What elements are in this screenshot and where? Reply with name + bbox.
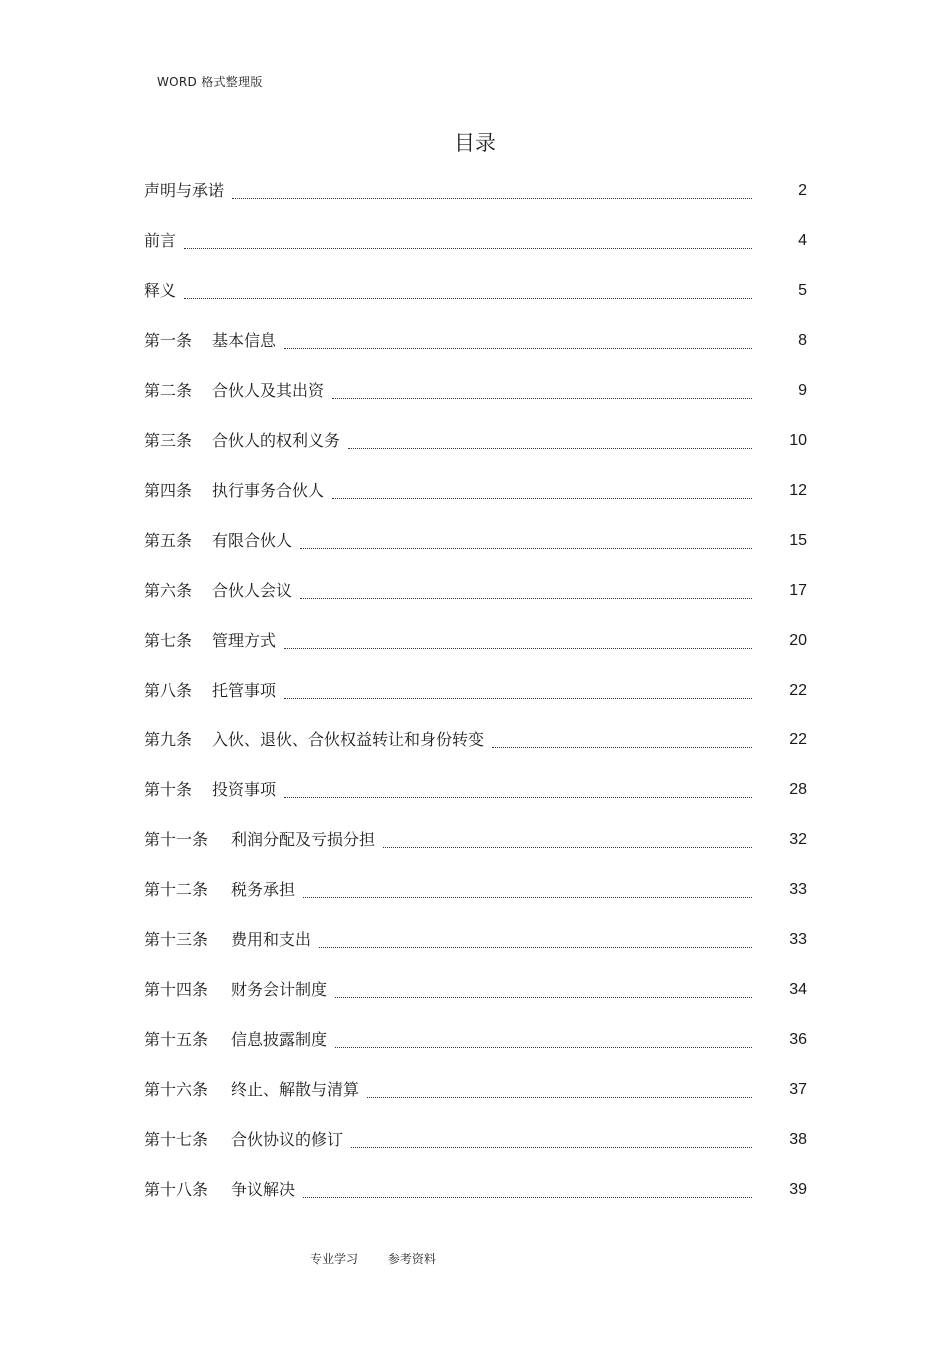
toc-entry-label: 执行事务合伙人 xyxy=(212,480,325,500)
toc-entry[interactable] xyxy=(0,330,950,354)
toc-entry-number: 第十八条 xyxy=(144,1180,209,1199)
toc-entry-label: 有限合伙人 xyxy=(212,530,293,550)
toc-dot-leader xyxy=(332,384,752,399)
toc-entry-label: 管理方式 xyxy=(212,630,277,650)
toc-dot-leader xyxy=(284,334,752,349)
toc-entry-page-number: 33 xyxy=(789,931,807,949)
toc-entry-page-number: 34 xyxy=(789,981,807,999)
toc-entry-number: 第十条 xyxy=(144,780,193,800)
toc-dot-leader xyxy=(303,1183,752,1198)
toc-entry-page-number: 22 xyxy=(789,731,807,749)
toc-dot-leader xyxy=(284,684,752,699)
toc-entry-label: 合伙人及其出资 xyxy=(212,380,325,400)
toc-entry-label: 争议解决 xyxy=(231,1180,296,1199)
toc-title: 目录 xyxy=(454,131,496,155)
toc-dot-leader xyxy=(319,933,752,948)
toc-entry[interactable] xyxy=(0,630,950,654)
toc-dot-leader xyxy=(367,1083,752,1098)
toc-entry[interactable] xyxy=(0,480,950,504)
toc-entry-number: 第十二条 xyxy=(144,880,209,900)
page-header: WORD 格式整理版 xyxy=(157,75,263,89)
toc-entry-label: 基本信息 xyxy=(212,330,277,350)
toc-entry-label: 终止、解散与清算 xyxy=(231,1080,360,1100)
toc-entry[interactable] xyxy=(0,729,950,753)
toc-dot-leader xyxy=(184,284,752,299)
toc-entry-number: 第十四条 xyxy=(144,980,209,1000)
toc-entry[interactable] xyxy=(0,380,950,404)
toc-dot-leader xyxy=(184,234,752,249)
toc-entry[interactable] xyxy=(0,280,950,304)
toc-dot-leader xyxy=(351,1133,752,1148)
toc-dot-leader xyxy=(284,783,752,798)
toc-entry-label: 财务会计制度 xyxy=(231,980,328,1000)
toc-dot-leader xyxy=(335,1033,752,1048)
toc-entry[interactable] xyxy=(0,580,950,604)
toc-entry[interactable] xyxy=(0,430,950,454)
toc-entry[interactable] xyxy=(0,1029,950,1053)
toc-entry[interactable] xyxy=(0,180,950,204)
toc-entry-page-number: 22 xyxy=(789,681,807,699)
toc-entry[interactable] xyxy=(0,779,950,803)
toc-entry-page-number: 20 xyxy=(789,631,807,649)
footer-right-text: 参考资料 xyxy=(387,1252,436,1266)
toc-entry-number: 第二条 xyxy=(144,380,193,400)
toc-entry-page-number: 5 xyxy=(798,281,807,299)
toc-entry-page-number: 33 xyxy=(789,881,807,899)
toc-entry-label: 入伙、退伙、合伙权益转让和身份转变 xyxy=(212,730,485,750)
toc-entry-page-number: 8 xyxy=(798,331,807,349)
toc-entry-label: 合伙协议的修订 xyxy=(231,1130,344,1150)
toc-entry-page-number: 9 xyxy=(798,381,807,399)
toc-entry[interactable] xyxy=(0,979,950,1003)
toc-entry-label: 合伙人会议 xyxy=(212,580,293,600)
toc-entry-page-number: 36 xyxy=(789,1031,807,1049)
toc-entry-page-number: 2 xyxy=(798,182,807,199)
toc-entry-page-number: 15 xyxy=(789,531,807,549)
toc-dot-leader xyxy=(348,434,752,449)
toc-entry-number: 第一条 xyxy=(144,330,193,350)
toc-entry-page-number: 32 xyxy=(789,831,807,849)
toc-dot-leader xyxy=(492,733,752,748)
toc-entry-number: 第六条 xyxy=(144,580,193,600)
toc-entry[interactable] xyxy=(0,1129,950,1153)
toc-entry-page-number: 37 xyxy=(789,1081,807,1099)
toc-entry-number: 第八条 xyxy=(144,680,193,700)
toc-dot-leader xyxy=(332,484,752,499)
toc-entry-label: 投资事项 xyxy=(212,780,277,800)
toc-entry-page-number: 12 xyxy=(789,481,807,499)
toc-dot-leader xyxy=(300,534,752,549)
toc-entry[interactable] xyxy=(0,680,950,704)
toc-entry-number: 第九条 xyxy=(144,730,193,750)
toc-entry-number: 第四条 xyxy=(144,480,193,500)
toc-entry-page-number: 28 xyxy=(789,781,807,799)
toc-entry-label: 信息披露制度 xyxy=(231,1030,328,1050)
toc-dot-leader xyxy=(232,184,752,199)
toc-entry-number: 第十一条 xyxy=(144,830,209,850)
toc-dot-leader xyxy=(300,584,752,599)
toc-dot-leader xyxy=(303,883,752,898)
toc-entry-number: 第三条 xyxy=(144,430,193,450)
toc-entry[interactable] xyxy=(0,1079,950,1103)
toc-entry-label: 释义 xyxy=(144,280,177,300)
toc-dot-leader xyxy=(383,833,752,848)
toc-entry-label: 声明与承诺 xyxy=(144,181,225,200)
toc-entry-label: 利润分配及亏损分担 xyxy=(231,830,376,850)
toc-entry-label: 合伙人的权利义务 xyxy=(212,430,341,450)
toc-entry-page-number: 39 xyxy=(789,1181,807,1198)
toc-entry-label: 税务承担 xyxy=(231,880,296,900)
toc-entry-label: 前言 xyxy=(144,230,177,250)
toc-entry[interactable] xyxy=(0,879,950,903)
toc-entry-number: 第十五条 xyxy=(144,1030,209,1050)
toc-entry-label: 托管事项 xyxy=(212,680,277,700)
toc-entry-page-number: 4 xyxy=(798,231,807,249)
toc-entry[interactable] xyxy=(0,1179,950,1203)
toc-entry-number: 第十七条 xyxy=(144,1130,209,1150)
toc-entry[interactable] xyxy=(0,530,950,554)
toc-dot-leader xyxy=(284,634,752,649)
toc-entry[interactable] xyxy=(0,829,950,853)
toc-dot-leader xyxy=(335,983,752,998)
toc-entry-number: 第十三条 xyxy=(144,930,209,950)
toc-entry-number: 第七条 xyxy=(144,630,193,650)
toc-entry-number: 第十六条 xyxy=(144,1080,209,1100)
footer-left-text: 专业学习 xyxy=(310,1252,359,1266)
toc-entry-label: 费用和支出 xyxy=(231,930,312,950)
page-footer xyxy=(310,1250,436,1267)
toc-entry[interactable] xyxy=(0,230,950,254)
toc-entry-page-number: 17 xyxy=(789,581,807,599)
toc-entry[interactable] xyxy=(0,929,950,953)
toc-entry-number: 第五条 xyxy=(144,530,193,550)
toc-entry-page-number: 38 xyxy=(789,1131,807,1149)
toc-entry-page-number: 10 xyxy=(789,431,807,449)
